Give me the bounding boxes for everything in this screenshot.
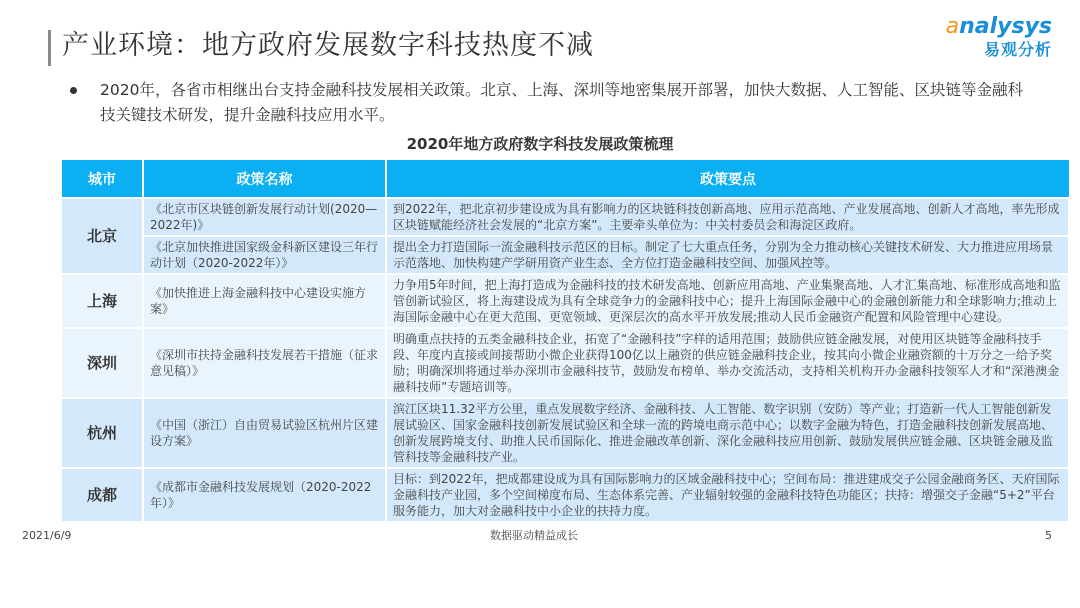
column-header-points: 政策要点 <box>386 160 1069 198</box>
footer-slogan: 数据驱动精益成长 <box>490 529 578 542</box>
logo-cn: 易观分析 <box>983 40 1052 59</box>
bullet-icon <box>70 87 77 94</box>
policy-name-cell: 《加快推进上海金融科技中心建设实施方案》 <box>143 274 386 328</box>
policy-points-cell: 滨江区块11.32平方公里，重点发展数字经济、金融科技、人工智能、数字识别（安防）等产业；打造新一代人工智能创新发展试验区、国家金融科技创新发展试验区和全球一流的跨境电商示范中心；以数字金融为特色，打造金融科技创新发展高地、创新发展跨境支付、助推人民币国际化、推进金融改革创新、深化金融科技应用创新、鼓励发展供应链金融、区块链金融及监管科技等金融科技产业。 <box>386 398 1069 468</box>
slide-footer <box>0 527 1080 549</box>
table-row <box>61 198 1069 236</box>
slide-header <box>0 0 1080 78</box>
city-cell: 杭州 <box>61 398 143 468</box>
city-cell: 成都 <box>61 468 143 522</box>
column-header-city: 城市 <box>61 160 143 198</box>
policy-name-cell: 《北京市区块链创新发展行动计划(2020—2022年)》 <box>143 198 386 236</box>
table-title: 2020年地方政府数字科技发展政策梳理 <box>406 135 674 153</box>
policy-points-cell: 提出全力打造国际一流金融科技示范区的目标。制定了七大重点任务，分别为全力推动核心关键技术研发、大力推进应用场景示范落地、加快构建产学研用资产业生态、全方位打造金融科技空间、加强风控等。 <box>386 236 1069 274</box>
title-accent-bar <box>48 30 51 66</box>
policy-table <box>60 160 1070 523</box>
logo-text: nalysys <box>959 14 1052 39</box>
city-cell: 上海 <box>61 274 143 328</box>
policy-points-cell: 明确重点扶持的五类金融科技企业，拓宽了“金融科技”字样的适用范围；鼓励供应链金融发展，对使用区块链等金融科技手段、年度内直接或间接帮助小微企业获得100亿以上融资的供应链金融科技企业，按其向小微企业融资额的十万分之一给予奖励；明确深圳将通过举办深圳市金融科技节，鼓励发布榜单、举办交流活动，支持相关机构开办金融科技领军人才和“深港澳金融科技师”专题培训等。 <box>386 328 1069 398</box>
table-row <box>61 468 1069 522</box>
intro-text: 2020年，各省市相继出台支持金融科技发展相关政策。北京、上海、深圳等地密集展开部署，加快大数据、人工智能、区块链等金融科技关键技术研发，提升金融科技应用水平。 <box>100 81 1023 124</box>
policy-points-cell: 到2022年，把北京初步建设成为具有影响力的区块链科技创新高地、应用示范高地、产业发展高地、创新人才高地，率先形成区块链赋能经济社会发展的“北京方案”。主要牵头单位为：中关村委员会和海淀区政府。 <box>386 198 1069 236</box>
column-header-policy: 政策名称 <box>143 160 386 198</box>
policy-name-cell: 《北京加快推进国家级金科新区建设三年行动计划（2020-2022年）》 <box>143 236 386 274</box>
logo-mark: a <box>945 14 960 39</box>
policy-points-cell: 目标：到2022年，把成都建设成为具有国际影响力的区域金融科技中心；空间布局：推进建成交子公园金融商务区、天府国际金融科技产业园，多个空间梯度布局、生态体系完善、产业辐射较强的金融科技特色功能区；扶持：增强交子金融“5+2”平台服务能力，加大对金融科技中小企业的扶持力度。 <box>386 468 1069 522</box>
table-row <box>61 398 1069 468</box>
city-cell: 深圳 <box>61 328 143 398</box>
policy-points-cell: 力争用5年时间，把上海打造成为金融科技的技术研发高地、创新应用高地、产业集聚高地、人才汇集高地、标准形成高地和监管创新试验区，将上海建设成为具有全球竞争力的金融科技中心；提升上海国际金融中心的金融创新能力和全球影响力;推动上海国际金融中心在更大范围、更宽领域、更深层次的高水平开放发展;推动人民币金融资产配置和风险管理中心建设。 <box>386 274 1069 328</box>
table-row <box>61 236 1069 274</box>
intro-block <box>0 78 1080 128</box>
city-cell: 北京 <box>61 198 143 274</box>
footer-date: 2021/6/9 <box>22 529 72 542</box>
policy-name-cell: 《中国（浙江）自由贸易试验区杭州片区建设方案》 <box>143 398 386 468</box>
policy-name-cell: 《成都市金融科技发展规划（2020-2022年）》 <box>143 468 386 522</box>
table-row <box>61 328 1069 398</box>
page-number: 5 <box>1045 529 1052 542</box>
table-row <box>61 274 1069 328</box>
analysys-logo <box>946 14 1052 60</box>
page-title: 产业环境：地方政府发展数字科技热度不减 <box>62 30 594 61</box>
policy-name-cell: 《深圳市扶持金融科技发展若干措施（征求意见稿）》 <box>143 328 386 398</box>
